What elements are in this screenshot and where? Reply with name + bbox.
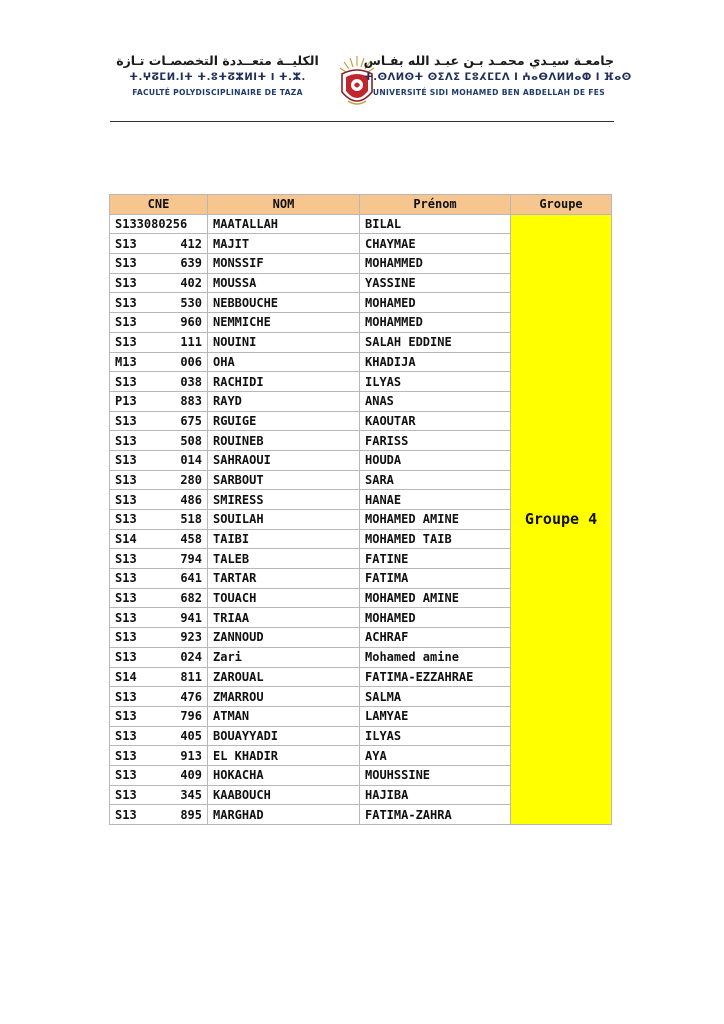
cne-prefix: S13 [115, 374, 137, 389]
prenom-cell: FATINE [360, 549, 511, 569]
cne-suffix: 476 [180, 689, 202, 704]
prenom-cell: HANAE [360, 490, 511, 510]
cne-suffix: 345 [180, 787, 202, 802]
cne-suffix: 014 [180, 453, 202, 468]
nom-cell: ZANNOUD [208, 628, 360, 648]
cne-cell [110, 608, 208, 628]
cne-suffix: 794 [180, 551, 202, 566]
cne-cell [110, 332, 208, 352]
cne-prefix: S13 [115, 591, 137, 606]
faculty-name-tifinagh: ⵜ.ⵖⵒⵎⵍ.ⵏⵜ ⵜ.ⵓⵜⵒⵣⵍⵏⵜ Ⅰ ⵜ.ⵣ. [129, 72, 306, 83]
nom-cell: MAATALLAH [208, 214, 360, 234]
cne-suffix: 941 [180, 610, 202, 625]
faculty-name-french: FACULTÉ POLYDISCIPLINAIRE DE TAZA [132, 88, 303, 97]
cne-suffix: 923 [180, 630, 202, 645]
university-name-arabic: جامعـة سيـدي محمـد بـن عبـد الله بفـاس [363, 53, 614, 68]
cne-cell [110, 372, 208, 392]
nom-cell: RACHIDI [208, 372, 360, 392]
cne-suffix: 796 [180, 709, 202, 724]
prenom-cell: HOUDA [360, 450, 511, 470]
cne-cell [110, 628, 208, 648]
nom-cell: RAYD [208, 391, 360, 411]
prenom-cell: SALMA [360, 687, 511, 707]
nom-cell: HOKACHA [208, 765, 360, 785]
prenom-cell: FATIMA-ZAHRA [360, 805, 511, 825]
cne-suffix: 006 [180, 354, 202, 369]
column-header-groupe: Groupe [511, 195, 612, 215]
group-cell: Groupe 4 [511, 214, 612, 824]
prenom-cell: ILYAS [360, 372, 511, 392]
cne-suffix: 402 [180, 276, 202, 291]
nom-cell: RGUIGE [208, 411, 360, 431]
cne-cell [110, 470, 208, 490]
nom-cell: MAJIT [208, 234, 360, 254]
nom-cell: SOUILAH [208, 510, 360, 530]
cne-cell [110, 254, 208, 274]
prenom-cell: HAJIBA [360, 785, 511, 805]
prenom-cell: MOHAMED [360, 608, 511, 628]
prenom-cell: MOHAMED AMINE [360, 510, 511, 530]
nom-cell: ATMAN [208, 706, 360, 726]
cne-cell [110, 706, 208, 726]
cne-prefix: S13 [115, 413, 137, 428]
prenom-cell: MOHAMMED [360, 313, 511, 333]
cne-suffix: 530 [180, 295, 202, 310]
cne-prefix: S13 [115, 512, 137, 527]
nom-cell: TARTAR [208, 569, 360, 589]
nom-cell: KAABOUCH [208, 785, 360, 805]
cne-cell [110, 588, 208, 608]
cne-suffix: 675 [180, 413, 202, 428]
cne-suffix: 518 [180, 512, 202, 527]
cne-prefix: S13 [115, 748, 137, 763]
nom-cell: ROUINEB [208, 431, 360, 451]
cne-prefix: S13 [115, 650, 137, 665]
prenom-cell: FATIMA [360, 569, 511, 589]
cne-prefix: S13 [115, 728, 137, 743]
cne-cell [110, 569, 208, 589]
cne-suffix: 960 [180, 315, 202, 330]
cne-suffix: 280 [180, 472, 202, 487]
cne-cell [110, 293, 208, 313]
cne-prefix: S13 [115, 610, 137, 625]
cne-cell [110, 726, 208, 746]
cne-cell [110, 214, 208, 234]
university-name-french: UNIVERSITÉ SIDI MOHAMED BEN ABDELLAH DE FES [372, 88, 606, 97]
prenom-cell: BILAL [360, 214, 511, 234]
prenom-cell: MOHAMED AMINE [360, 588, 511, 608]
cne-prefix: S13 [115, 551, 137, 566]
prenom-cell: MOHAMED [360, 293, 511, 313]
cne-prefix: S13 [115, 433, 137, 448]
cne-prefix: S13 [115, 630, 137, 645]
cne-prefix: S13 [115, 571, 137, 586]
cne-prefix: S13 [115, 768, 137, 783]
nom-cell: TALEB [208, 549, 360, 569]
cne-prefix: S13 [115, 492, 137, 507]
cne-cell [110, 431, 208, 451]
nom-cell: SMIRESS [208, 490, 360, 510]
table-header-row [110, 195, 612, 215]
prenom-cell: CHAYMAE [360, 234, 511, 254]
cne-prefix: S14 [115, 669, 137, 684]
nom-cell: TAIBI [208, 529, 360, 549]
cne-suffix: 508 [180, 433, 202, 448]
nom-cell: TRIAA [208, 608, 360, 628]
cne-prefix: S14 [115, 532, 137, 547]
faculty-title-block [110, 52, 325, 100]
nom-cell: NEBBOUCHE [208, 293, 360, 313]
cne-cell [110, 785, 208, 805]
cne-cell [110, 391, 208, 411]
prenom-cell: SALAH EDDINE [360, 332, 511, 352]
cne-cell [110, 549, 208, 569]
cne-suffix: 641 [180, 571, 202, 586]
nom-cell: MOUSSA [208, 273, 360, 293]
prenom-cell: FATIMA-EZZAHRAE [360, 667, 511, 687]
table-row [110, 214, 612, 234]
cne-suffix: 024 [180, 650, 202, 665]
nom-cell: OHA [208, 352, 360, 372]
cne-suffix: 639 [180, 256, 202, 271]
cne-prefix: S13 [115, 807, 137, 822]
nom-cell: MONSSIF [208, 254, 360, 274]
prenom-cell: FARISS [360, 431, 511, 451]
cne-cell [110, 234, 208, 254]
prenom-cell: AYA [360, 746, 511, 766]
cne-cell [110, 746, 208, 766]
university-title-block [363, 52, 632, 100]
cne-suffix: 409 [180, 768, 202, 783]
column-header-cne: CNE [110, 195, 208, 215]
cne-suffix: 895 [180, 807, 202, 822]
nom-cell: NOUINI [208, 332, 360, 352]
cne-suffix: 913 [180, 748, 202, 763]
cne-prefix: S13 [115, 689, 137, 704]
prenom-cell: ACHRAF [360, 628, 511, 648]
header-divider [110, 121, 614, 122]
column-header-nom: NOM [208, 195, 360, 215]
cne-cell [110, 687, 208, 707]
prenom-cell: MOUHSSINE [360, 765, 511, 785]
student-roster-table [109, 194, 612, 825]
prenom-cell: KHADIJA [360, 352, 511, 372]
cne-prefix: S13 [115, 453, 137, 468]
prenom-cell: YASSINE [360, 273, 511, 293]
cne-cell [110, 510, 208, 530]
cne-suffix: 486 [180, 492, 202, 507]
prenom-cell: Mohamed amine [360, 647, 511, 667]
cne-prefix: P13 [115, 394, 137, 409]
cne-prefix: S13 [115, 472, 137, 487]
cne-prefix: S13 [115, 295, 137, 310]
cne-cell [110, 352, 208, 372]
cne-prefix: S133080256 [115, 217, 188, 232]
prenom-cell: MOHAMED TAIB [360, 529, 511, 549]
cne-suffix: 811 [180, 669, 202, 684]
nom-cell: TOUACH [208, 588, 360, 608]
cne-cell [110, 805, 208, 825]
cne-prefix: S13 [115, 256, 137, 271]
cne-suffix: 883 [180, 394, 202, 409]
cne-prefix: S13 [115, 709, 137, 724]
prenom-cell: SARA [360, 470, 511, 490]
cne-cell [110, 313, 208, 333]
cne-suffix: 412 [180, 236, 202, 251]
cne-suffix: 038 [180, 374, 202, 389]
cne-prefix: M13 [115, 354, 137, 369]
faculty-name-arabic: الكليــة متعــددة التخصصـات تـازة [116, 53, 319, 68]
cne-prefix: S13 [115, 787, 137, 802]
cne-cell [110, 647, 208, 667]
cne-cell [110, 490, 208, 510]
cne-cell [110, 765, 208, 785]
nom-cell: MARGHAD [208, 805, 360, 825]
university-name-tifinagh: ⵜ.ⵙⴷⵍⵙⵜ ⵙⵉⴷⵉ ⵎⵓⵃⵎⵎⴷ ⵏ ⵄⴰⴱⴷⵍⵍⴰⵀ ⵏ ⴼⴰⵙ [364, 72, 632, 83]
cne-cell [110, 273, 208, 293]
nom-cell: Zari [208, 647, 360, 667]
cne-suffix: 111 [180, 335, 202, 350]
prenom-cell: LAMYAE [360, 706, 511, 726]
cne-prefix: S13 [115, 236, 137, 251]
nom-cell: BOUAYYADI [208, 726, 360, 746]
cne-cell [110, 667, 208, 687]
cne-cell [110, 529, 208, 549]
cne-prefix: S13 [115, 276, 137, 291]
prenom-cell: KAOUTAR [360, 411, 511, 431]
nom-cell: EL KHADIR [208, 746, 360, 766]
nom-cell: SAHRAOUI [208, 450, 360, 470]
nom-cell: SARBOUT [208, 470, 360, 490]
prenom-cell: ILYAS [360, 726, 511, 746]
column-header-prenom: Prénom [360, 195, 511, 215]
cne-suffix: 458 [180, 532, 202, 547]
cne-cell [110, 450, 208, 470]
nom-cell: ZAROUAL [208, 667, 360, 687]
cne-suffix: 405 [180, 728, 202, 743]
cne-prefix: S13 [115, 335, 137, 350]
prenom-cell: ANAS [360, 391, 511, 411]
cne-cell [110, 411, 208, 431]
cne-prefix: S13 [115, 315, 137, 330]
cne-suffix: 682 [180, 591, 202, 606]
nom-cell: NEMMICHE [208, 313, 360, 333]
nom-cell: ZMARROU [208, 687, 360, 707]
document-header [110, 52, 632, 122]
prenom-cell: MOHAMMED [360, 254, 511, 274]
